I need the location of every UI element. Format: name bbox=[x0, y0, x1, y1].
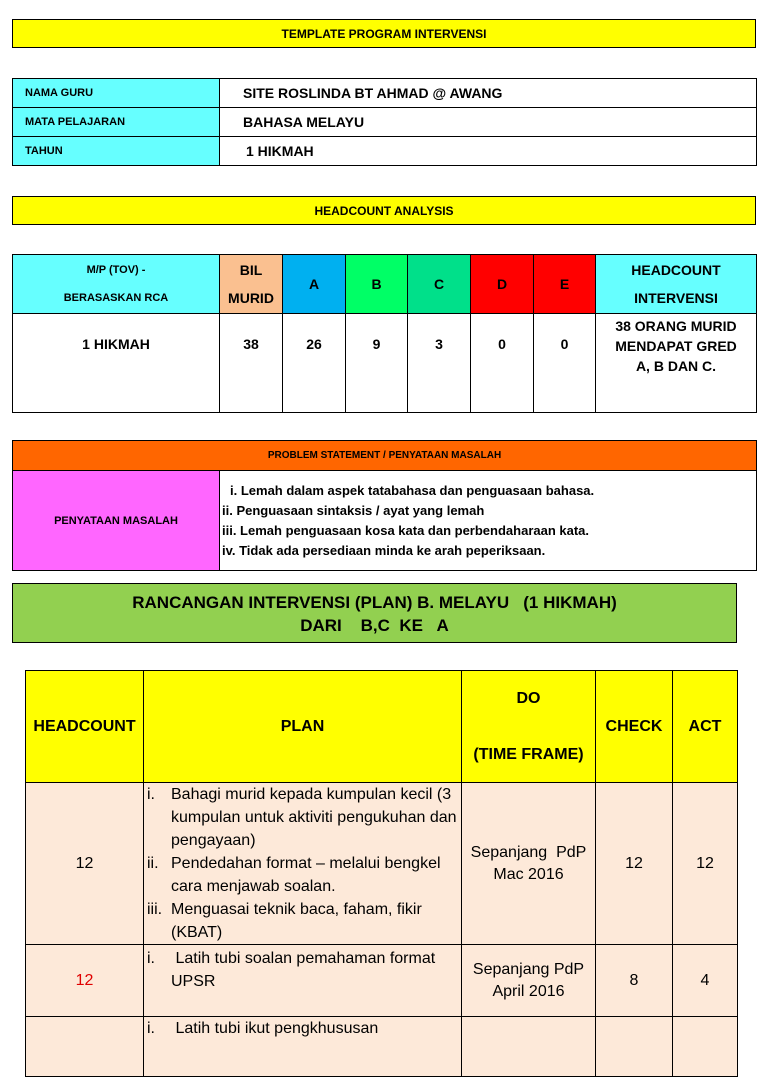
plan-row bbox=[26, 783, 738, 945]
header-grade-e: E bbox=[534, 255, 596, 314]
plan-row-headcount: 12 bbox=[26, 945, 144, 1017]
headcount-data-row bbox=[13, 314, 757, 413]
cell-bil: 38 bbox=[220, 314, 283, 413]
plan-row-items bbox=[144, 1017, 462, 1077]
info-label: MATA PELAJARAN bbox=[13, 108, 220, 137]
plan-row-check: 12 bbox=[596, 783, 673, 945]
plan-row-act: 4 bbox=[673, 945, 738, 1017]
plan-item-text: Pendedahan format – melalui bengkel cara menjawab soalan. bbox=[171, 855, 441, 895]
header-act: ACT bbox=[673, 671, 738, 783]
info-value: SITE ROSLINDA BT AHMAD @ AWANG bbox=[220, 79, 757, 108]
do-line2: Mac 2016 bbox=[493, 865, 564, 883]
plan-row-headcount: 12 bbox=[26, 783, 144, 945]
plan-item-num: i. bbox=[147, 1020, 155, 1037]
header-grade-b: B bbox=[346, 255, 408, 314]
plan-banner bbox=[12, 583, 737, 643]
header-bil-line1: BIL bbox=[239, 262, 263, 278]
teacher-info-row bbox=[13, 108, 757, 137]
header-hc-line1: HEADCOUNT bbox=[631, 262, 721, 278]
do-line1: Sepanjang PdP bbox=[472, 960, 585, 978]
plan-banner-line1: RANCANGAN INTERVENSI (PLAN) B. MELAYU (1 HIKMAH) bbox=[132, 593, 617, 612]
plan-item-num: iii. bbox=[147, 901, 163, 918]
plan-item bbox=[147, 852, 461, 898]
plan-row-act: 12 bbox=[673, 783, 738, 945]
cell-d: 0 bbox=[471, 314, 534, 413]
info-label: TAHUN bbox=[13, 137, 220, 166]
header-headcount-intervensi bbox=[596, 255, 757, 314]
header-headcount: HEADCOUNT bbox=[26, 671, 144, 783]
info-value: BAHASA MELAYU bbox=[220, 108, 757, 137]
cell-class: 1 HIKMAH bbox=[13, 314, 220, 413]
plan-banner-line2: DARI B,C KE A bbox=[300, 616, 449, 635]
header-mp bbox=[13, 255, 220, 314]
plan-row-headcount bbox=[26, 1017, 144, 1077]
plan-row-do bbox=[462, 1017, 596, 1077]
plan-item-text: Latih tubi soalan pemahaman format UPSR bbox=[171, 950, 440, 990]
plan-row-check bbox=[596, 1017, 673, 1077]
plan-table bbox=[25, 670, 738, 1077]
headcount-header-row bbox=[13, 255, 757, 314]
teacher-info-row bbox=[13, 79, 757, 108]
problem-statement-table bbox=[12, 440, 757, 571]
header-do bbox=[462, 671, 596, 783]
problem-body-row bbox=[13, 471, 757, 571]
problem-item: iii. Lemah penguasaan kosa kata dan perbendaharaan kata. bbox=[222, 522, 590, 538]
plan-row-do bbox=[462, 783, 596, 945]
plan-item-text: Bahagi murid kepada kumpulan kecil (3 kumpulan untuk aktiviti pengukuhan dan pengayaan) bbox=[171, 786, 457, 849]
header-bil-line2: MURID bbox=[228, 290, 274, 306]
plan-item-num: ii. bbox=[147, 855, 159, 872]
header-mp-line1: M/P (TOV) - bbox=[86, 264, 146, 276]
header-hc-line2: INTERVENSI bbox=[634, 290, 718, 306]
problem-item: i. Lemah dalam aspek tatabahasa dan penguasaan bahasa. bbox=[230, 482, 595, 498]
plan-row bbox=[26, 945, 738, 1017]
header-plan: PLAN bbox=[144, 671, 462, 783]
teacher-info-table bbox=[12, 78, 757, 166]
hc-line3: A, B DAN C. bbox=[635, 358, 717, 374]
plan-item-num: i. bbox=[147, 950, 155, 967]
cell-c: 3 bbox=[408, 314, 471, 413]
template-title-bar bbox=[12, 19, 756, 48]
header-grade-d: D bbox=[471, 255, 534, 314]
plan-row-items bbox=[144, 945, 462, 1017]
header-grade-c: C bbox=[408, 255, 471, 314]
problem-item: iv. Tidak ada persediaan minda ke arah peperiksaan. bbox=[222, 542, 546, 558]
plan-item bbox=[147, 1017, 461, 1040]
plan-row bbox=[26, 1017, 738, 1077]
plan-item bbox=[147, 947, 461, 993]
plan-item-num: i. bbox=[147, 786, 155, 803]
plan-item-text: Menguasai teknik baca, faham, fikir (KBAT) bbox=[171, 901, 422, 941]
do-line1: Sepanjang PdP bbox=[470, 843, 587, 861]
do-line2: April 2016 bbox=[492, 982, 565, 1000]
plan-row-act bbox=[673, 1017, 738, 1077]
headcount-title: HEADCOUNT ANALYSIS bbox=[314, 203, 454, 218]
problem-label: PENYATAAN MASALAH bbox=[13, 471, 220, 571]
info-value: 1 HIKMAH bbox=[220, 137, 757, 166]
cell-b: 9 bbox=[346, 314, 408, 413]
headcount-title-bar bbox=[12, 196, 756, 225]
problem-title: PROBLEM STATEMENT / PENYATAAN MASALAH bbox=[13, 441, 757, 471]
plan-row-check: 8 bbox=[596, 945, 673, 1017]
plan-header-row bbox=[26, 671, 738, 783]
problem-item: ii. Penguasaan sintaksis / ayat yang lemah bbox=[222, 502, 485, 518]
plan-row-items bbox=[144, 783, 462, 945]
plan-item-text: Latih tubi ikut pengkhususan bbox=[171, 1020, 379, 1037]
plan-item bbox=[147, 898, 461, 944]
info-label: NAMA GURU bbox=[13, 79, 220, 108]
header-check: CHECK bbox=[596, 671, 673, 783]
headcount-table bbox=[12, 254, 757, 413]
teacher-info-row bbox=[13, 137, 757, 166]
header-grade-a: A bbox=[283, 255, 346, 314]
cell-e: 0 bbox=[534, 314, 596, 413]
plan-row-do bbox=[462, 945, 596, 1017]
header-mp-line2: BERASASKAN RCA bbox=[63, 292, 169, 304]
header-do-line1: DO bbox=[516, 689, 541, 707]
problem-list bbox=[220, 471, 757, 571]
cell-a: 26 bbox=[283, 314, 346, 413]
header-do-line2: (TIME FRAME) bbox=[473, 745, 584, 763]
plan-item bbox=[147, 783, 461, 852]
hc-line2: MENDAPAT GRED bbox=[615, 338, 737, 354]
problem-title-row bbox=[13, 441, 757, 471]
cell-headcount-intervensi bbox=[596, 314, 757, 413]
hc-line1: 38 ORANG MURID bbox=[615, 318, 737, 334]
template-title: TEMPLATE PROGRAM INTERVENSI bbox=[281, 26, 487, 41]
header-bil-murid bbox=[220, 255, 283, 314]
